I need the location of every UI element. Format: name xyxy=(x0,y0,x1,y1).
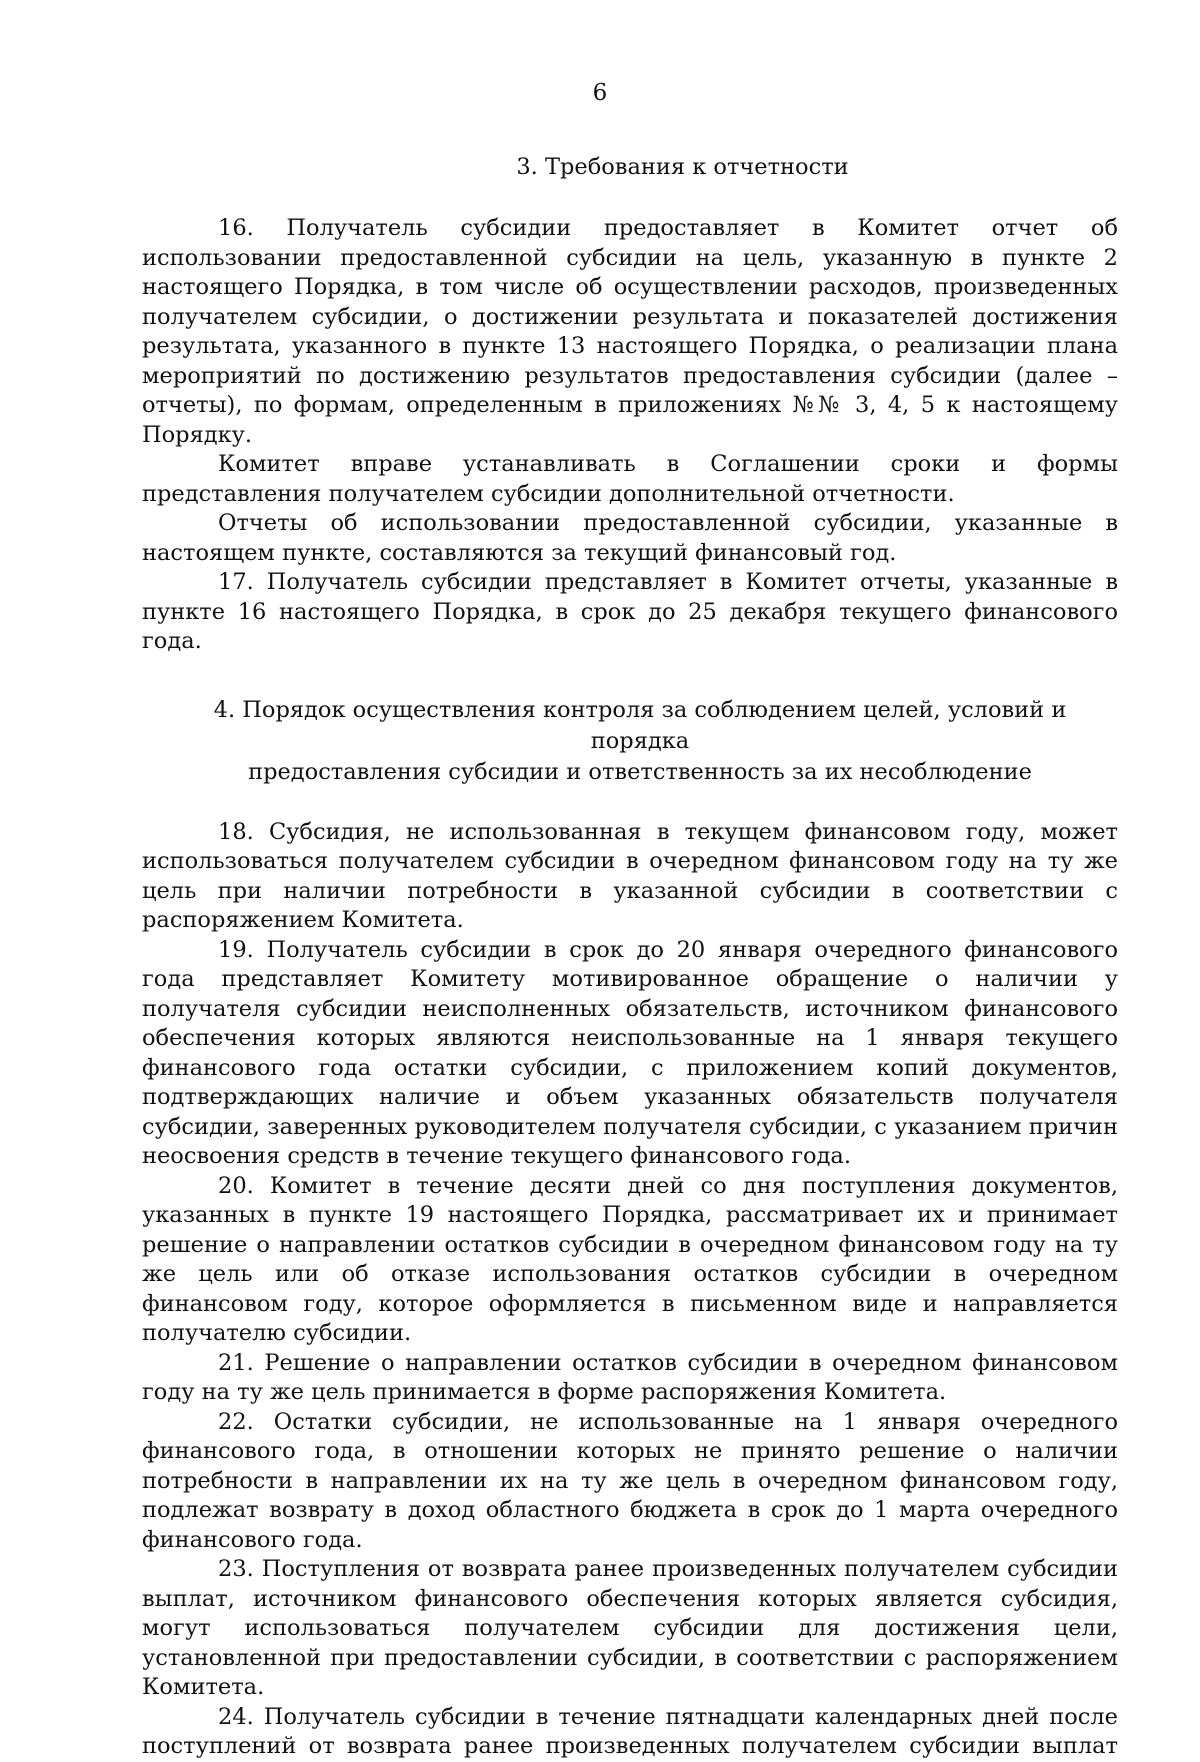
section-3-title: 3. Требования к отчетности xyxy=(516,154,849,180)
page-number: 6 xyxy=(592,80,608,106)
paragraph-16: 16. Получатель субсидии предоставляет в Комитет отчет об использовании предоставленной субсидии на цель, указанную в пункте 2 настоящего Порядка, в том числе об осуществлении расходов, произведенных получателем субсидии, о достижении результата и показателей достижения результата, указанного в пункте 13 настоящего Порядка, о реализации плана мероприятий по достижению результатов предоставления субсидии (далее – отчеты), по формам, определенным в приложениях №№ 3, 4, 5 к настоящему Порядку. xyxy=(142,215,1118,448)
paragraph-22: 22. Остатки субсидии, не использованные на 1 января очередного финансового года, в отношении которых не принято решение о наличии потребности в направлении их на ту же цель в очередном финансовом году, подлежат возврату в доход областного бюджета в срок до 1 марта очередного финансового года. xyxy=(142,1408,1118,1553)
section-4-title xyxy=(142,695,1118,788)
paragraph-18: 18. Субсидия, не использованная в текущем финансовом году, может использоваться получателем субсидии в очередном финансовом году на ту же цель при наличии потребности в указанной субсидии в соответствии с распоряжением Комитета. xyxy=(142,818,1118,933)
paragraph-21: 21. Решение о направлении остатков субсидии в очередном финансовом году на ту же цель принимается в форме распоряжения Комитета. xyxy=(142,1349,1118,1405)
paragraph-16-additional-reporting: Комитет вправе устанавливать в Соглашении сроки и формы представления получателем субсидии дополнительной отчетности. xyxy=(142,451,1118,507)
paragraph-23: 23. Поступления от возврата ранее произведенных получателем субсидии выплат, источником финансового обеспечения которых является субсидия, могут использоваться получателем субсидии для достижения цели, установленной при предоставлении субсидии, в соответствии с распоряжением Комитета. xyxy=(142,1556,1118,1700)
paragraph-17: 17. Получатель субсидии представляет в Комитет отчеты, указанные в пункте 16 настоящего Порядка, в срок до 25 декабря текущего финансового года. xyxy=(142,569,1118,654)
section-4-title-line-2: предоставления субсидии и ответственность за их несоблюдение xyxy=(248,758,1032,785)
document-body xyxy=(142,152,1118,1762)
paragraph-19: 19. Получатель субсидии в срок до 20 января очередного финансового года представляет Комитету мотивированное обращение о наличии у получателя субсидии неисполненных обязательств, источником финансового обеспечения которых являются неиспользованные на 1 января текущего финансового года остатки субсидии, с приложением копий документов, подтверждающих наличие и объем указанных обязательств получателя субсидии, заверенных руководителем получателя субсидии, с указанием причин неосвоения средств в течение текущего финансового года. xyxy=(142,936,1118,1169)
paragraph-20: 20. Комитет в течение десяти дней со дня поступления документов, указанных в пункте 19 настоящего Порядка, рассматривает их и принимает решение о направлении остатков субсидии в очередном финансовом году на ту же цель или об отказе использования остатков субсидии в очередном финансовом году, которое оформляется в письменном виде и направляется получателю субсидии. xyxy=(142,1172,1118,1346)
paragraph-16-reporting-period: Отчеты об использовании предоставленной субсидии, указанные в настоящем пункте, составляются за текущий финансовый год. xyxy=(142,510,1118,566)
section-4-title-line-1: 4. Порядок осуществления контроля за соблюдением целей, условий и порядка xyxy=(213,696,1067,754)
paragraph-24: 24. Получатель субсидии в течение пятнадцати календарных дней после поступлений от возврата ранее произведенных получателем субсидии выплат xyxy=(142,1703,1118,1759)
